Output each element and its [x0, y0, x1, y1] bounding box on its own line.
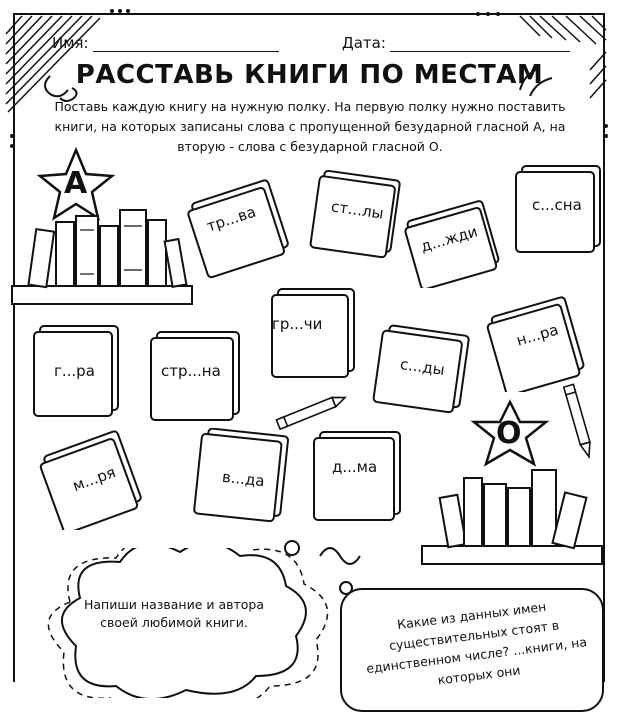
page-title: РАССТАВЬ КНИГИ ПО МЕСТАМ	[75, 60, 544, 90]
book-word: тр...ва	[204, 202, 259, 236]
book-word: с...сна	[532, 196, 582, 214]
book-word: ст...лы	[330, 197, 385, 223]
book-card[interactable]	[180, 170, 300, 270]
date-line[interactable]	[390, 37, 570, 52]
question-text: Какие из данных имен существительных стоят в единственном числе? ...книги, на которых они	[365, 598, 588, 688]
bookshelf-o	[418, 462, 608, 582]
cloud-prompt: Напиши название и автора своей любимой книги.	[84, 597, 265, 630]
bookshelf-a	[10, 200, 200, 310]
instructions: Поставь каждую книгу на нужную полку. На первую полку нужно поставить книги, на которых записаны слова с пропущенной безударной гласной А, на вторую - слова с безударной гласной О.	[54, 99, 566, 154]
book-card[interactable]	[486, 296, 586, 392]
book-card[interactable]	[192, 428, 292, 524]
book-card[interactable]	[145, 328, 245, 424]
name-field[interactable]	[52, 34, 279, 52]
book-word: г...ра	[54, 362, 95, 380]
book-word: стр...на	[161, 362, 221, 380]
book-word: д...ма	[332, 458, 378, 476]
date-field[interactable]	[342, 34, 570, 52]
book-word: в...да	[221, 467, 266, 491]
star-badge-o	[466, 398, 550, 472]
pencil-icon	[560, 380, 600, 464]
date-label: Дата:	[342, 34, 386, 52]
book-card[interactable]	[402, 196, 502, 288]
badge-letter-a: А	[64, 166, 88, 201]
name-label: Имя:	[52, 34, 89, 52]
badge-letter-o: О	[496, 416, 522, 451]
book-card[interactable]	[372, 324, 472, 416]
book-card[interactable]	[305, 165, 405, 265]
book-card[interactable]	[266, 285, 360, 381]
book-word: с...ды	[398, 354, 446, 380]
pencil-icon	[272, 392, 352, 432]
book-icon	[308, 428, 408, 524]
book-word: д...жди	[418, 222, 480, 256]
book-word: м...ря	[70, 462, 118, 496]
book-card[interactable]	[308, 428, 408, 524]
book-card[interactable]	[510, 160, 604, 260]
book-card[interactable]	[38, 430, 144, 530]
book-card[interactable]	[28, 322, 124, 420]
book-icon	[266, 285, 360, 381]
book-word: гр...чи	[272, 315, 323, 333]
book-word: н...ра	[514, 320, 561, 350]
name-line[interactable]	[93, 37, 279, 52]
